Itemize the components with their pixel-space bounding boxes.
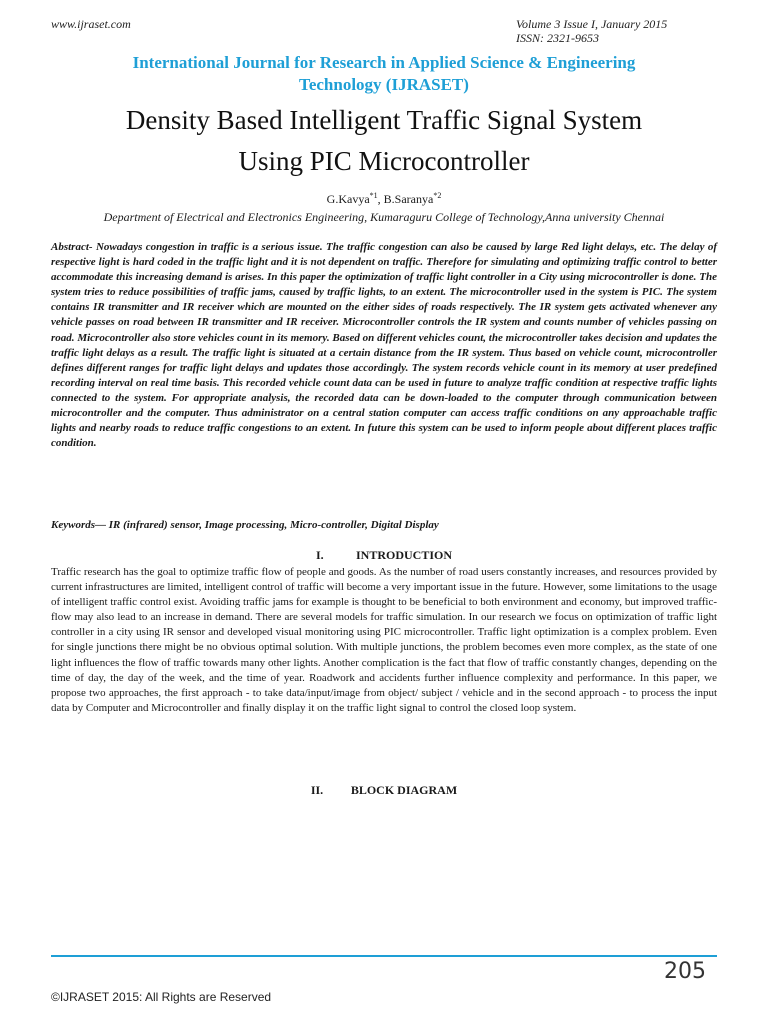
authors <box>40 191 728 207</box>
author-separator: , <box>377 192 384 206</box>
volume-issue: Volume 3 Issue I, January 2015 <box>516 17 668 31</box>
paper-title-line2: Using PIC Microcontroller <box>238 146 530 176</box>
journal-name-line2: Technology (IJRASET) <box>299 75 469 94</box>
author-2: B.Saranya <box>383 192 434 206</box>
issn: ISSN: 2321-9653 <box>516 31 599 45</box>
section-title: INTRODUCTION <box>355 548 452 562</box>
author-2-affiliation-mark: *2 <box>433 191 442 200</box>
affiliation: Department of Electrical and Electronics Engineering, Kumaraguru College of Technology,Anna university Chennai <box>103 210 665 224</box>
section-heading-introduction <box>51 548 717 563</box>
author-1: G.Kavya <box>326 192 370 206</box>
copyright-notice: ©IJRASET 2015: All Rights are Reserved <box>51 990 272 1004</box>
page-number: 205 <box>664 959 706 984</box>
paper-title-line1: Density Based Intelligent Traffic Signal System <box>125 105 643 135</box>
footer-divider <box>51 955 717 957</box>
paper-title <box>40 100 728 182</box>
introduction-body: Traffic research has the goal to optimize traffic flow of people and goods. As the number of road users constantly increases, and resources provided by current infrastructures are limited, intelligent control of traffic will become a very important issue in the future. However, some limitations to the usage of intelligent traffic control exist. Avoiding traffic jams for example is thought to be beneficial to both environment and economy, but improved traffic-flow may also lead to an increase in demand. There are several models for traffic simulation. In our research we focus on optimization of traffic light controller in a city using IR sensor and developed visual monitoring using PIC microcontroller. Traffic light optimization is a complex problem. Even for single junctions there might be no obvious optimal solution. With multiple junctions, the problem becomes even more complex, as the state of one light influences the flow of traffic towards many other lights. Another complication is the fact that flow of traffic constantly changes, depending on the time of day, the day of the week, and the time of year. Roadwork and accidents further influence complexity and performance. In this paper, we propose two approaches, the first approach - to take data/input/image from object/ subject / vehicle and in the second approach - to process the input data by Computer and Microcontroller and finally display it on the traffic light signal to control the closed loop system. <box>51 566 717 714</box>
journal-website: www.ijraset.com <box>51 17 131 31</box>
section-heading-block-diagram <box>51 783 717 798</box>
section-number: I. <box>315 548 324 562</box>
section-title: BLOCK DIAGRAM <box>350 783 458 797</box>
keywords: Keywords— IR (infrared) sensor, Image processing, Micro-controller, Digital Display <box>51 519 439 531</box>
abstract: Abstract- Nowadays congestion in traffic is a serious issue. The traffic congestion can also be caused by large Red light delays, etc. The delay of respective light is hard coded in the traffic light and it is not dependent on traffic. Therefore for simulating and optimizing traffic control to better accommodate this increasing demand is arises. In this paper the optimization of traffic light controller in a City using microcontroller is done. The system tries to reduce possibilities of traffic jams, caused by traffic lights, to an extent. The microcontroller used in the system is PIC. The system contains IR transmitter and IR receiver which are mounted on the either sides of roads respectively. The IR system gets activated whenever any vehicle passes on road between IR transmitter and IR receiver. Microcontroller controls the IR system and counts number of vehicles passing on road. Microcontroller also store vehicles count in its memory. Based on different vehicles count, the microcontroller takes decision and updates the traffic light delays as a result. The traffic light is situated at a certain distance from the IR system. Thus based on vehicle count, microcontroller defines different ranges for traffic light delays and updates those accordingly. The system records vehicle count in its memory at user predefined recording interval on real time basis. This recorded vehicle count data can be used in future to analyze traffic condition at respective traffic lights connected to the system. For appropriate analysis, the recorded data can be down-loaded to the computer through communication between microcontroller and the computer. Thus administrator on a central station computer can access traffic conditions on any approachable traffic lights and nearby roads to reduce traffic congestions to an extent. In future this system can be used to inform people about different places traffic condition. <box>51 241 717 450</box>
author-1-affiliation-mark: *1 <box>369 191 378 200</box>
journal-name-line1: International Journal for Research in Applied Science & Engineering <box>132 53 636 72</box>
journal-name <box>60 52 708 96</box>
section-number: II. <box>310 783 324 797</box>
